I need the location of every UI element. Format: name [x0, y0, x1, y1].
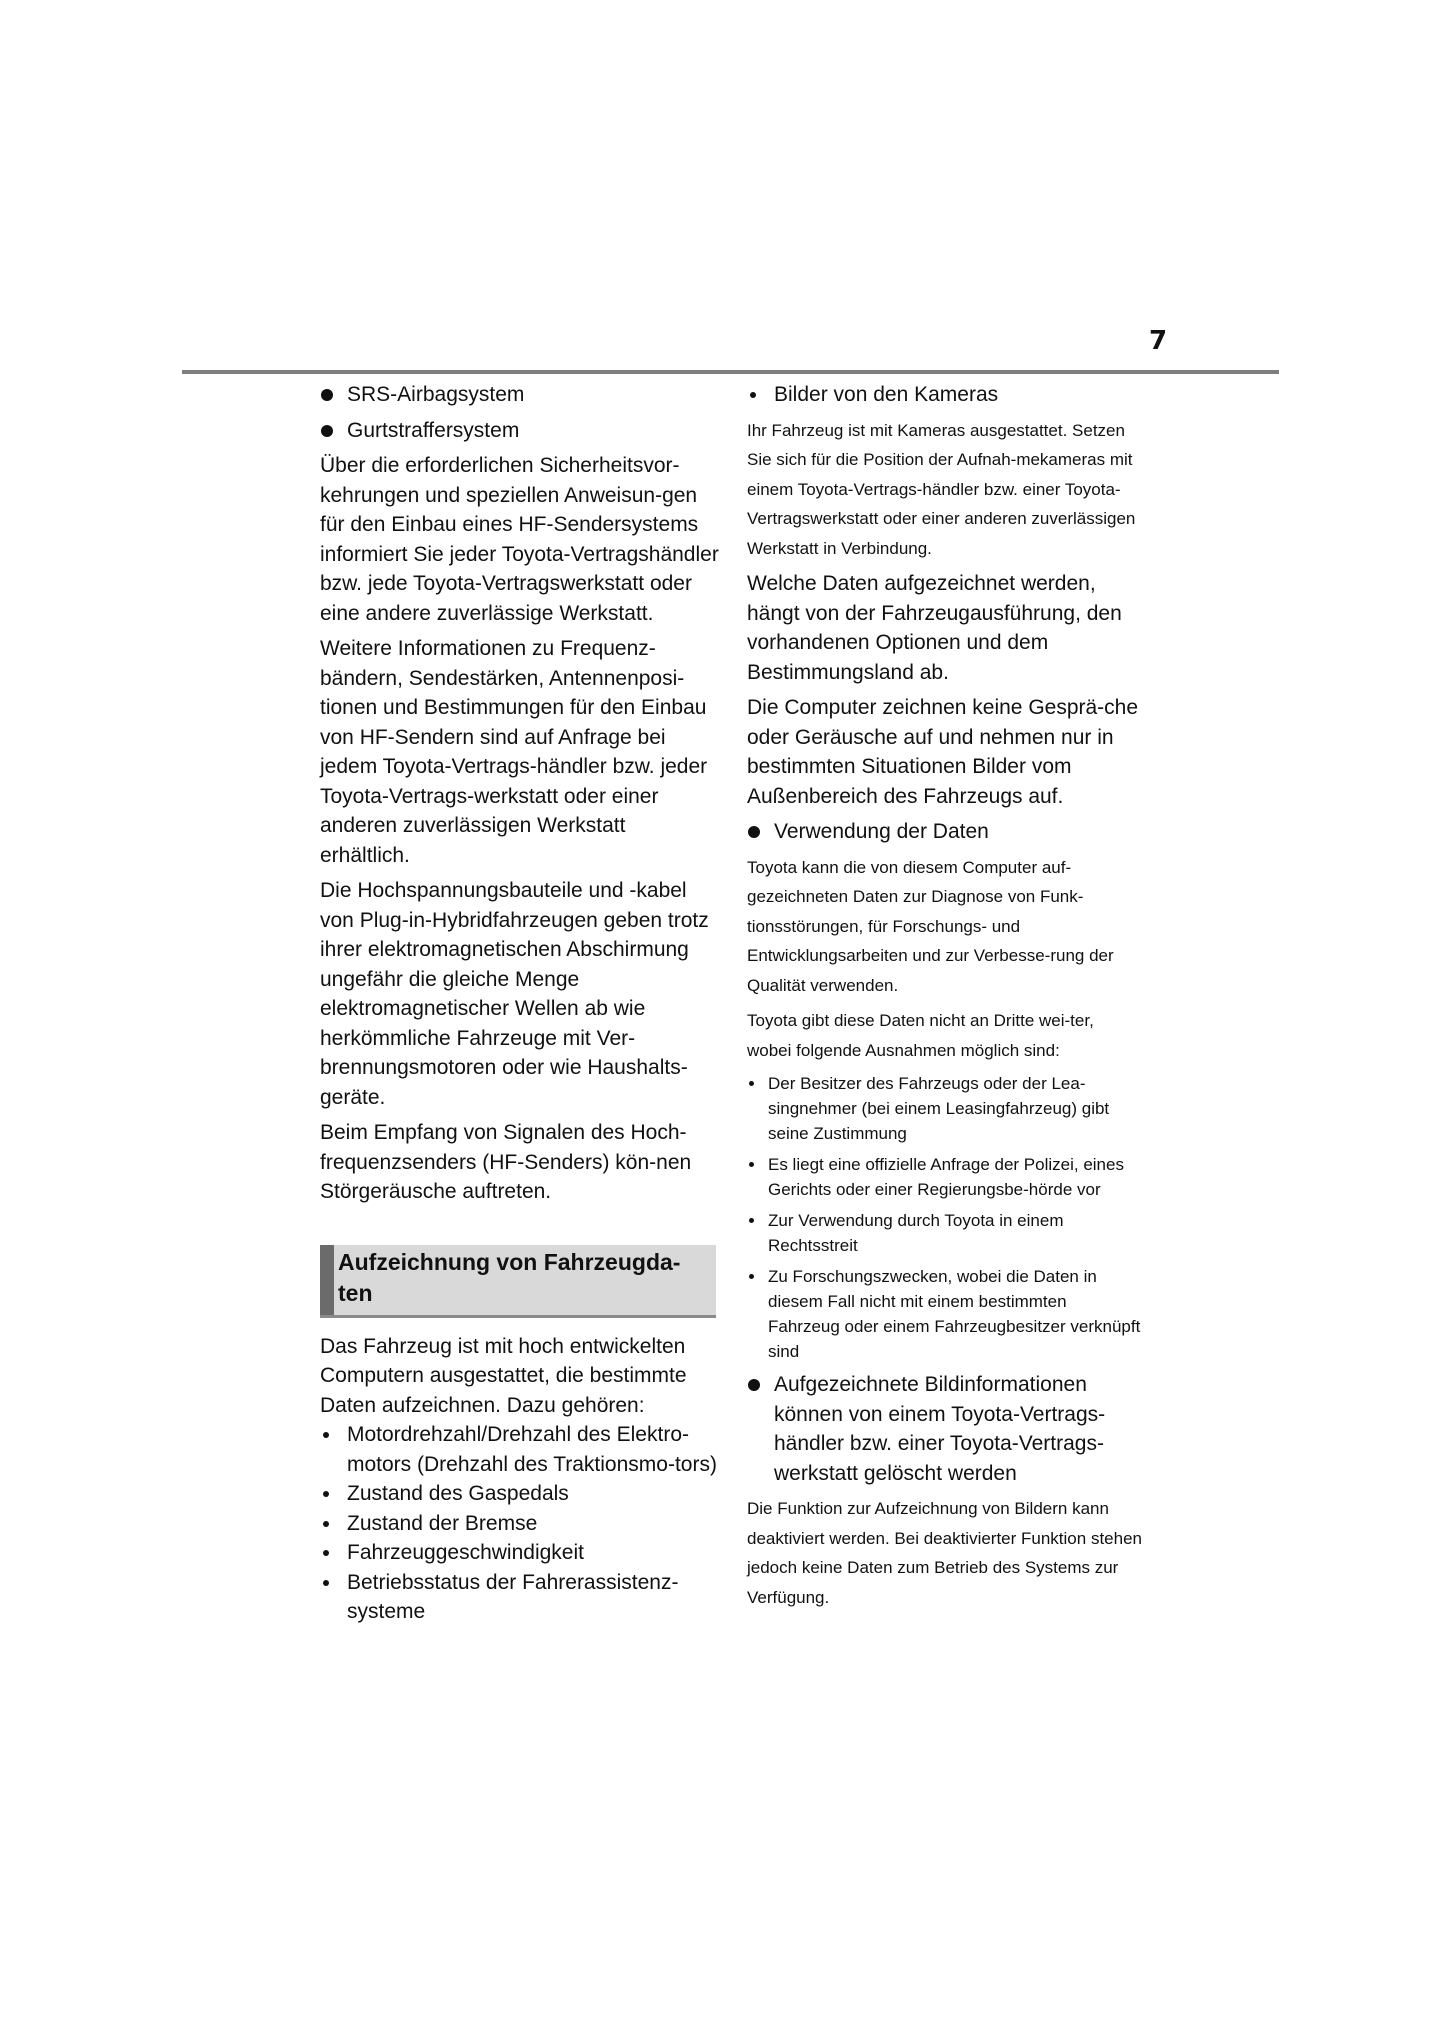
item-text: Zustand der Bremse — [347, 1511, 538, 1535]
bullet-icon — [323, 1550, 329, 1556]
bullet-icon — [750, 392, 756, 398]
section-heading: Aufzeichnung von Fahrzeugda-ten — [320, 1245, 716, 1315]
item-text: SRS-Airbagsystem — [347, 383, 525, 406]
subheading-item — [747, 817, 1142, 847]
bullet-icon — [323, 1432, 329, 1438]
item-text: Bilder von den Kameras — [774, 383, 999, 406]
header-rule — [182, 370, 1279, 374]
paragraph: Weitere Informationen zu Frequenz-bändern, Sendestärken, Antennenposi-tionen und Bestimmungen für den Einbau von HF-Sendern sind auf Anfrage bei jedem Toyota-Vertrags-händler bzw. jeder Toyota-Vertrags-werkstatt oder einer anderen zuverlässigen Werkstatt erhältlich. — [320, 637, 708, 867]
list-item — [320, 1509, 720, 1539]
list-item — [320, 1568, 720, 1627]
bullet-dot-icon — [321, 389, 333, 401]
note-paragraph: Toyota kann die von diesem Computer auf-gezeichneten Daten zur Diagnose von Funk-tionsstörungen, für Forschungs- und Entwicklungsarbeiten und zur Verbesse-rung der Qualität verwenden. — [747, 857, 1114, 995]
bullet-icon — [323, 1580, 329, 1586]
item-text: Zu Forschungszwecken, wobei die Daten in diesem Fall nicht mit einem bestimmten Fahrzeug oder einem Fahrzeugbesitzer verknüpft sind — [768, 1267, 1141, 1361]
right-column — [747, 380, 1142, 1612]
list-item — [747, 1152, 1142, 1202]
paragraph: Beim Empfang von Signalen des Hoch-frequenzsenders (HF-Senders) kön-nen Störgeräusche auftreten. — [320, 1121, 692, 1203]
list-item — [747, 1208, 1142, 1258]
list-item — [320, 1479, 720, 1509]
bullet-icon — [323, 1521, 329, 1527]
paragraph: Das Fahrzeug ist mit hoch entwickelten Computern ausgestattet, die bestimmte Daten aufzeichnen. Dazu gehören: — [320, 1334, 687, 1417]
subheading-item — [747, 1370, 1142, 1488]
bullet-icon — [323, 1491, 329, 1497]
paragraph: Die Computer zeichnen keine Gesprä-che oder Geräusche auf und nehmen nur in bestimmten Situationen Bilder vom Außenbereich des Fahrzeugs auf. — [747, 696, 1139, 808]
section-underline — [320, 1315, 716, 1318]
list-item — [320, 1538, 720, 1568]
bullet-icon — [749, 1081, 754, 1086]
item-text: Motordrehzahl/Drehzahl des Elektro-motors (Drehzahl des Traktionsmo-tors) — [347, 1423, 717, 1476]
subheading-text: Aufgezeichnete Bildinformationen können von einem Toyota-Vertrags-händler bzw. einer Toyota-Vertrags-werkstatt gelöscht werden — [774, 1373, 1106, 1485]
item-text: Fahrzeuggeschwindigkeit — [347, 1541, 584, 1564]
paragraph: Die Hochspannungsbauteile und -kabel von Plug-in-Hybridfahrzeugen geben trotz ihrer elektromagnetischen Abschirmung ungefähr die gleiche Menge elektromagnetischer Wellen ab wie herkömmliche Fahrzeuge mit Ver-brennungsmotoren oder wie Haushalts-geräte. — [320, 879, 709, 1109]
item-text: Der Besitzer des Fahrzeugs oder der Lea-singnehmer (bei einem Leasingfahrzeug) gibt seine Zustimmung — [768, 1074, 1110, 1143]
paragraph: Über die erforderlichen Sicherheitsvor-kehrungen und speziellen Anweisun-gen für den Einbau eines HF-Sendersystems informiert Sie jeder Toyota-Vertragshändler bzw. jede Toyota-Vertragswerkstatt oder eine andere zuverlässige Werkstatt. — [320, 454, 719, 625]
item-text: Gurtstraffersystem — [347, 418, 520, 442]
item-text: Zur Verwendung durch Toyota in einem Rechtsstreit — [768, 1211, 1064, 1255]
left-column — [320, 380, 720, 1627]
note-paragraph: Die Funktion zur Aufzeichnung von Bildern kann deaktiviert werden. Bei deaktivierter Funktion stehen jedoch keine Daten zum Betrieb des Systems zur Verfügung. — [747, 1499, 1142, 1607]
list-item — [320, 1420, 720, 1479]
note-paragraph: Ihr Fahrzeug ist mit Kameras ausgestattet. Setzen Sie sich für die Position der Aufnah-mekameras mit einem Toyota-Vertrags-händler bzw. einer Toyota-Vertragswerkstatt oder einer anderen zuverlässigen Werkstatt in Verbindung. — [747, 420, 1136, 558]
page-number: 7 — [1149, 326, 1168, 356]
bullet-icon — [749, 1218, 754, 1223]
subheading-text: Verwendung der Daten — [774, 820, 989, 843]
item-text: Zustand des Gaspedals — [347, 1482, 569, 1505]
item-text: Es liegt eine offizielle Anfrage der Polizei, eines Gerichts oder einer Regierungsbe-hörde vor — [768, 1155, 1124, 1199]
list-item — [320, 416, 720, 446]
bullet-icon — [749, 1274, 754, 1279]
paragraph: Welche Daten aufgezeichnet werden, hängt von der Fahrzeugausführung, den vorhandenen Optionen und dem Bestimmungsland ab. — [747, 572, 1122, 684]
bullet-icon — [749, 1162, 754, 1167]
bullet-dot-icon — [321, 425, 333, 437]
bullet-dot-icon — [748, 826, 760, 838]
list-item — [747, 380, 1142, 410]
list-item — [320, 380, 720, 410]
bullet-dot-icon — [748, 1379, 760, 1391]
list-item — [747, 1071, 1142, 1146]
note-paragraph: Toyota gibt diese Daten nicht an Dritte wei-ter, wobei folgende Ausnahmen möglich sind: — [747, 1011, 1094, 1060]
list-item — [747, 1264, 1142, 1364]
item-text: Betriebsstatus der Fahrerassistenz-systeme — [347, 1570, 679, 1623]
